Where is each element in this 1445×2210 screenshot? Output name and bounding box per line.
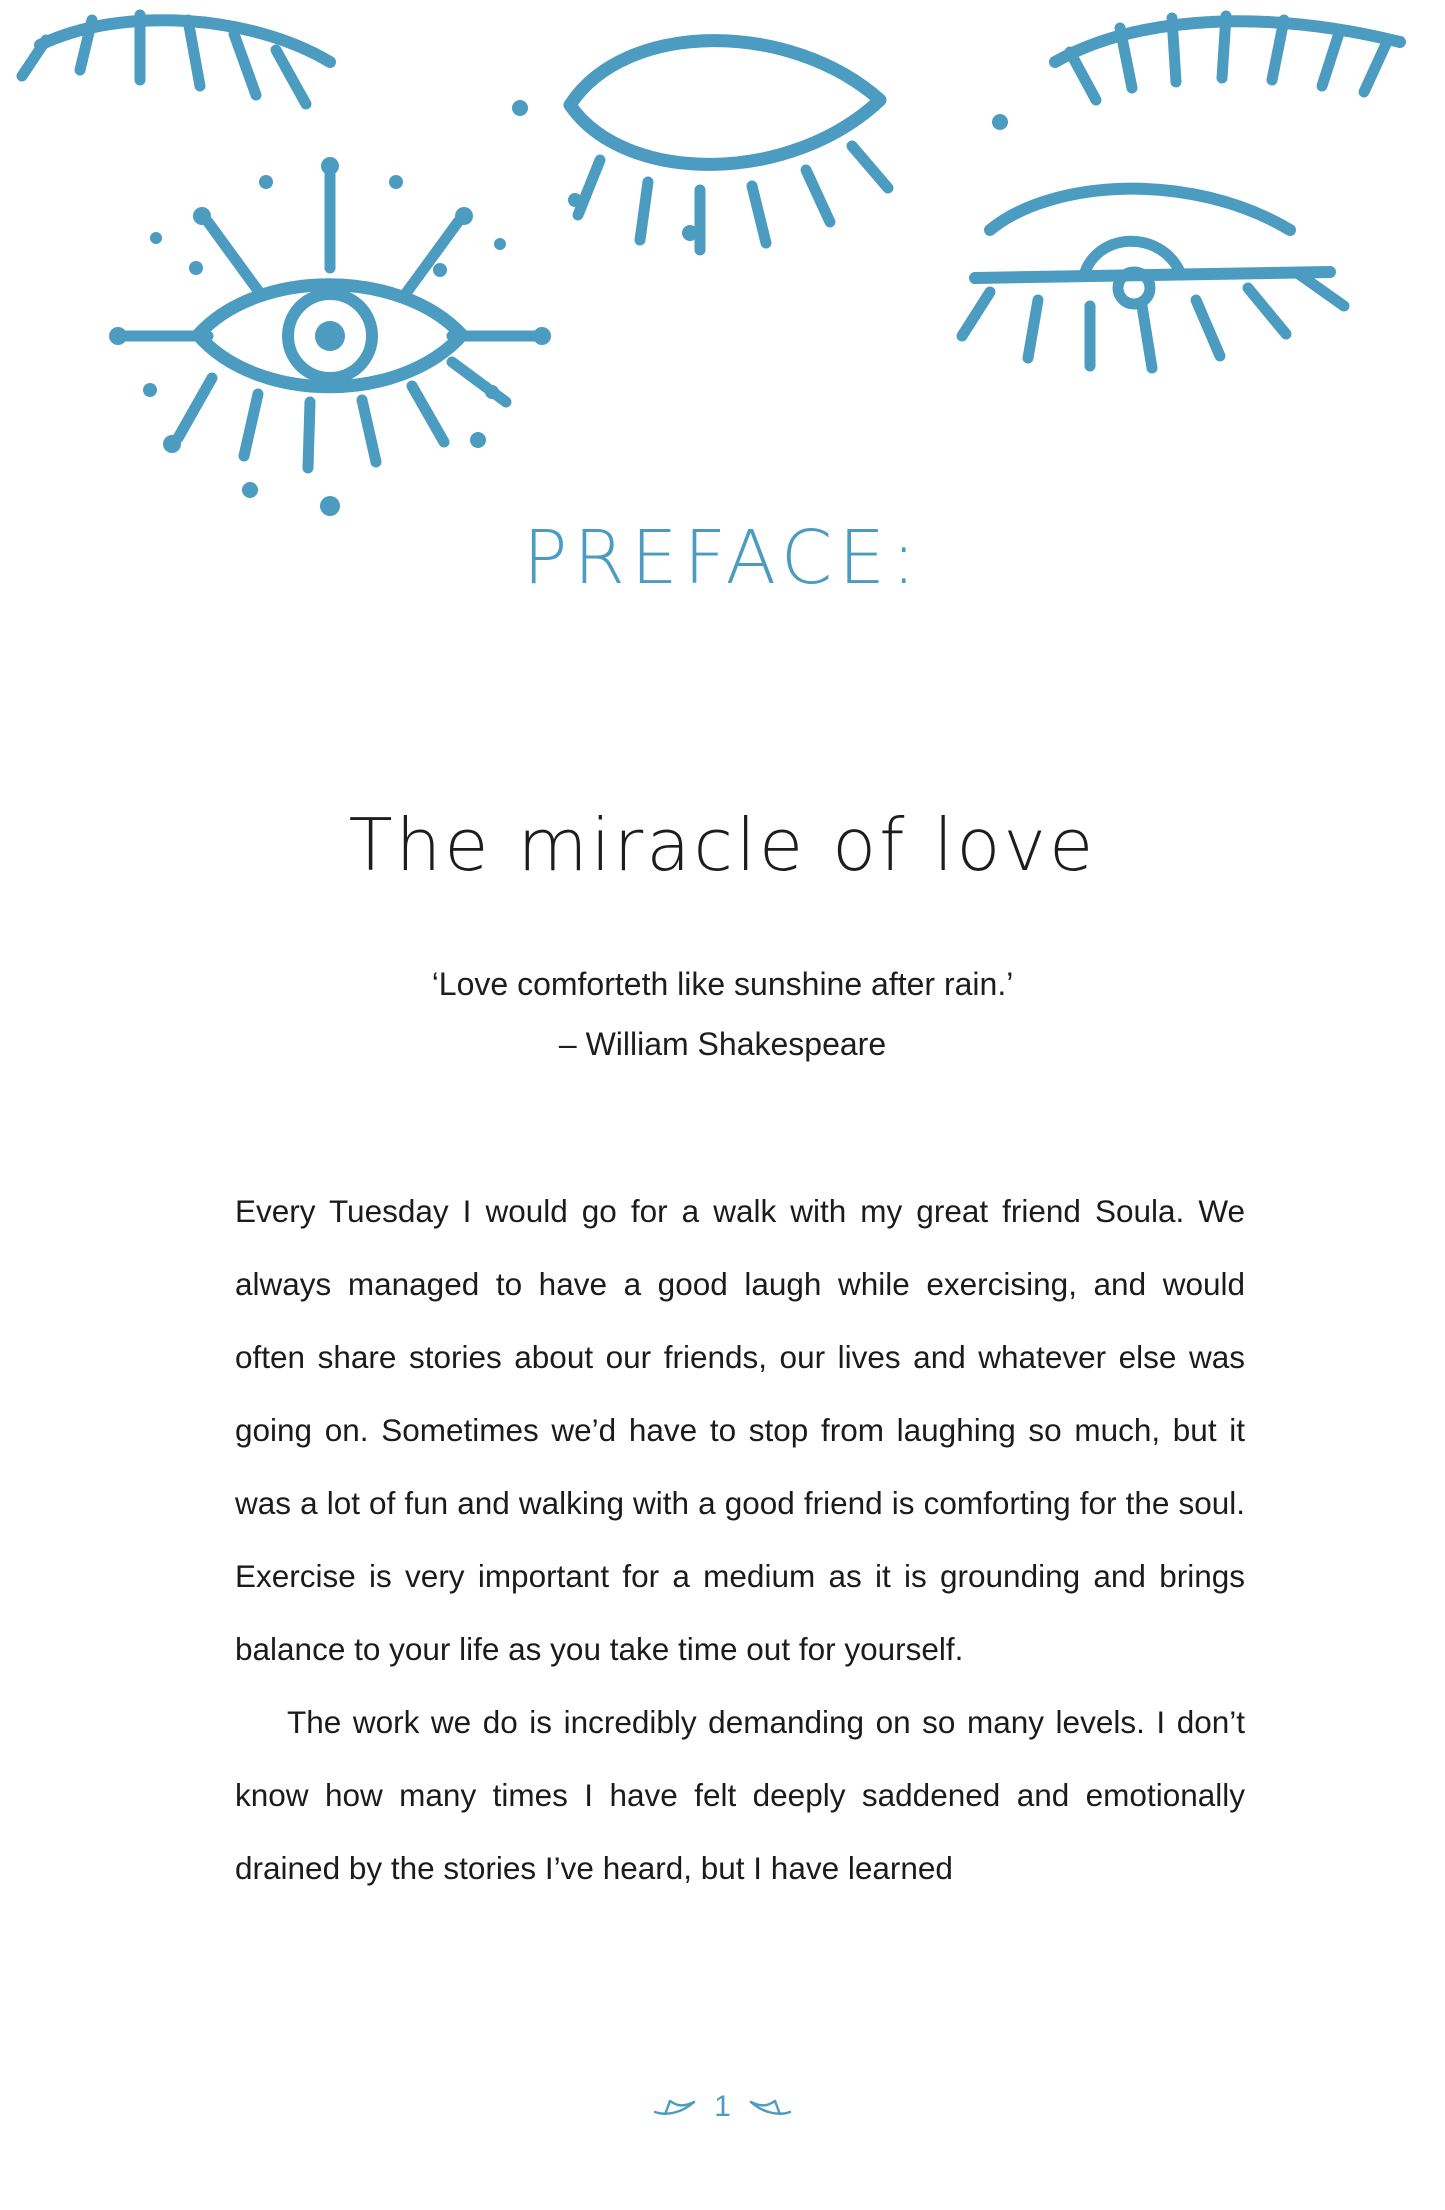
section-label: PREFACE: <box>522 515 923 601</box>
mystic-eyes-illustration <box>0 0 1445 560</box>
page-title: The miracle of love <box>348 803 1097 888</box>
paragraph-2: The work we do is incredibly demanding on so many levels. I don’t know how many times I have felt deeply saddened and emotionally drained by the stories I’ve heard, but I have learned <box>235 1704 1245 1886</box>
paragraph-1: Every Tuesday I would go for a walk with my great friend Soula. We always managed to have a good laugh while exercising, and would often share stories about our friends, our lives and whatever else was going on. Sometimes we’d have to stop from laughing so much, but it was a lot of fun and walking with a good friend is comforting for the soul. Exercise is very important for a medium as it is grounding and brings balance to your life as you take time out for yourself. <box>235 1193 1245 1667</box>
epigraph-quote: ‘Love comforteth like sunshine after rain.’ <box>431 966 1014 1002</box>
closed-eye-lashes-right-icon <box>1055 16 1400 100</box>
body-text <box>235 1175 1245 1905</box>
folio-ornament-right-icon <box>747 2095 793 2119</box>
folio <box>0 2090 1445 2124</box>
page-number: 1 <box>714 2090 731 2123</box>
radiant-sun-eye-large-icon <box>109 157 551 516</box>
closed-eye-lashes-left-icon <box>22 15 330 104</box>
epigraph-attribution: – William Shakespeare <box>558 1026 887 1062</box>
epigraph-block <box>0 960 1445 1063</box>
half-open-eye-lashes-lower-right-icon <box>962 189 1344 368</box>
open-eye-lashes-center-icon <box>512 41 1008 250</box>
folio-ornament-left-icon <box>652 2095 698 2119</box>
